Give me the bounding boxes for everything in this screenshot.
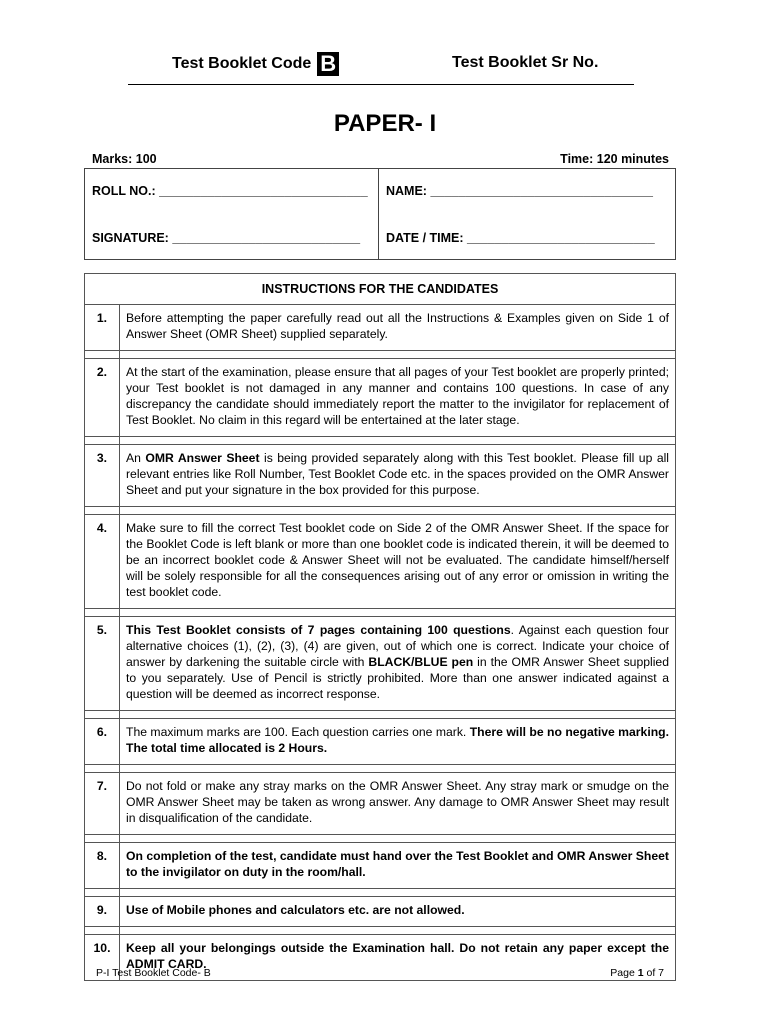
instruction-number: 8. [85, 843, 120, 889]
instruction-bold-text: BLACK/BLUE pen [368, 655, 474, 669]
instruction-text [120, 773, 676, 835]
gap-cell [120, 711, 676, 719]
instruction-bold-text: There will be no negative marking. The total time allocated is 2 Hours. [126, 725, 669, 755]
instruction-row [85, 305, 676, 351]
instruction-row [85, 617, 676, 711]
time-label: Time: 120 minutes [560, 152, 669, 166]
gap-cell [85, 711, 120, 719]
row-gap [85, 835, 676, 843]
instruction-row [85, 773, 676, 835]
gap-cell [85, 351, 120, 359]
instruction-text [120, 359, 676, 437]
instruction-text [120, 305, 676, 351]
instruction-number: 3. [85, 445, 120, 507]
row-gap [85, 507, 676, 515]
instruction-number: 5. [85, 617, 120, 711]
instructions-header-row [85, 274, 676, 305]
instruction-number: 4. [85, 515, 120, 609]
instruction-number: 1. [85, 305, 120, 351]
instruction-row [85, 359, 676, 437]
instructions-body [85, 305, 676, 981]
page-total: of 7 [643, 967, 664, 979]
instruction-text-part: . Against each question four alternative choices (1), (2), (3), (4) are given, out of which one is correct. Indicate your choice of answer by darkening the suitable circle with [126, 623, 669, 669]
instruction-row [85, 719, 676, 765]
gap-cell [120, 609, 676, 617]
instruction-text-part: in the OMR Answer Sheet supplied to you separately. Use of Pencil is strictly prohibited. More than one answer indicated against a question will be deemed as incorrect response. [126, 655, 669, 701]
instruction-text-part: Make sure to fill the correct Test booklet code on Side 2 of the OMR Answer Sheet. If the space for the Booklet Code is left blank or more than one booklet code is indicated therein, it will be deemed to be an incorrect booklet code & Answer Sheet will not be evaluated. The candidate himself/herself will be solely responsible for all the consequences arising out of any error or omission in writing the test booklet code. [126, 521, 669, 599]
booklet-code [172, 52, 339, 76]
gap-cell [120, 765, 676, 773]
gap-cell [120, 437, 676, 445]
page-current: 1 [637, 967, 644, 979]
gap-cell [120, 835, 676, 843]
row-gap [85, 889, 676, 897]
booklet-code-value: B [317, 52, 339, 76]
instruction-row [85, 445, 676, 507]
instructions-title: INSTRUCTIONS FOR THE CANDIDATES [85, 274, 676, 305]
row-gap [85, 927, 676, 935]
instruction-row [85, 897, 676, 927]
row-gap [85, 351, 676, 359]
booklet-sr-no-label: Test Booklet Sr No. [452, 54, 599, 71]
instruction-bold-text: Keep all your belongings outside the Examination hall. Do not retain any paper except the ADMIT CARD. [126, 941, 669, 971]
gap-cell [85, 889, 120, 897]
instruction-text-part: Do not fold or make any stray marks on the OMR Answer Sheet. Any stray mark or smudge on the OMR Answer Sheet may be taken as wrong answer. Any damage to OMR Answer Sheet may result in disqualification of the candidate. [126, 779, 669, 825]
gap-cell [85, 765, 120, 773]
row-gap [85, 711, 676, 719]
instruction-text [120, 515, 676, 609]
instruction-number: 10. [85, 935, 120, 981]
instruction-text-part: Before attempting the paper carefully read out all the Instructions & Examples given on Side 1 of Answer Sheet (OMR Sheet) supplied separately. [126, 311, 669, 341]
instruction-number: 6. [85, 719, 120, 765]
candidate-info-box [84, 168, 676, 260]
footer-booklet-code: P-I Test Booklet Code- B [96, 967, 211, 979]
paper-title: PAPER- I [333, 110, 437, 137]
instruction-text [120, 719, 676, 765]
instruction-text [120, 445, 676, 507]
gap-cell [120, 351, 676, 359]
instruction-text-part: is being provided separately along with this Test booklet. Please fill up all relevant entries like Roll Number, Test Booklet Code etc. in the spaces provided on the OMR Answer Sheet and put your signature in the box provided for this purpose. [126, 451, 670, 497]
date-time-field[interactable]: DATE / TIME: ___________________________ [386, 231, 655, 245]
instruction-row [85, 843, 676, 889]
signature-field[interactable]: SIGNATURE: ___________________________ [92, 231, 361, 245]
marks-label: Marks: 100 [92, 152, 157, 166]
instruction-bold-text: OMR Answer Sheet [145, 451, 260, 465]
instruction-number: 7. [85, 773, 120, 835]
header-rule [128, 84, 634, 85]
gap-cell [85, 927, 120, 935]
instruction-bold-text: On completion of the test, candidate must hand over the Test Booklet and OMR Answer Sheet to the invigilator on duty in the room/hall. [126, 849, 669, 879]
instructions-table [84, 273, 676, 981]
instruction-text-part: The maximum marks are 100. Each question carries one mark. [126, 725, 470, 739]
gap-cell [85, 835, 120, 843]
page-prefix: Page [610, 967, 638, 979]
info-box-divider [378, 169, 379, 259]
gap-cell [120, 889, 676, 897]
instruction-text-part: At the start of the examination, please ensure that all pages of your Test booklet are properly printed; your Test booklet is not damaged in any manner and contains 100 questions. In case of any discrepancy the candidate should immediately report the matter to the invigilator for replacement of Test Booklet. No claim in this regard will be entertained at the later stage. [126, 365, 669, 427]
row-gap [85, 437, 676, 445]
instruction-text [120, 843, 676, 889]
instruction-text-part: An [126, 451, 146, 465]
gap-cell [85, 507, 120, 515]
name-field[interactable]: NAME: ________________________________ [386, 184, 653, 198]
header-row [0, 52, 770, 76]
footer-page-number [610, 967, 664, 979]
instruction-text [120, 617, 676, 711]
booklet-code-label: Test Booklet Code [172, 55, 312, 72]
instruction-bold-text: This Test Booklet consists of 7 pages containing 100 questions [126, 623, 511, 637]
row-gap [85, 765, 676, 773]
instruction-bold-text: Use of Mobile phones and calculators etc. are not allowed. [126, 903, 465, 917]
gap-cell [120, 927, 676, 935]
roll-no-field[interactable]: ROLL NO.: ______________________________ [92, 184, 368, 198]
instruction-row [85, 515, 676, 609]
gap-cell [120, 507, 676, 515]
instruction-text [120, 897, 676, 927]
gap-cell [85, 609, 120, 617]
gap-cell [85, 437, 120, 445]
instruction-number: 9. [85, 897, 120, 927]
row-gap [85, 609, 676, 617]
instruction-number: 2. [85, 359, 120, 437]
